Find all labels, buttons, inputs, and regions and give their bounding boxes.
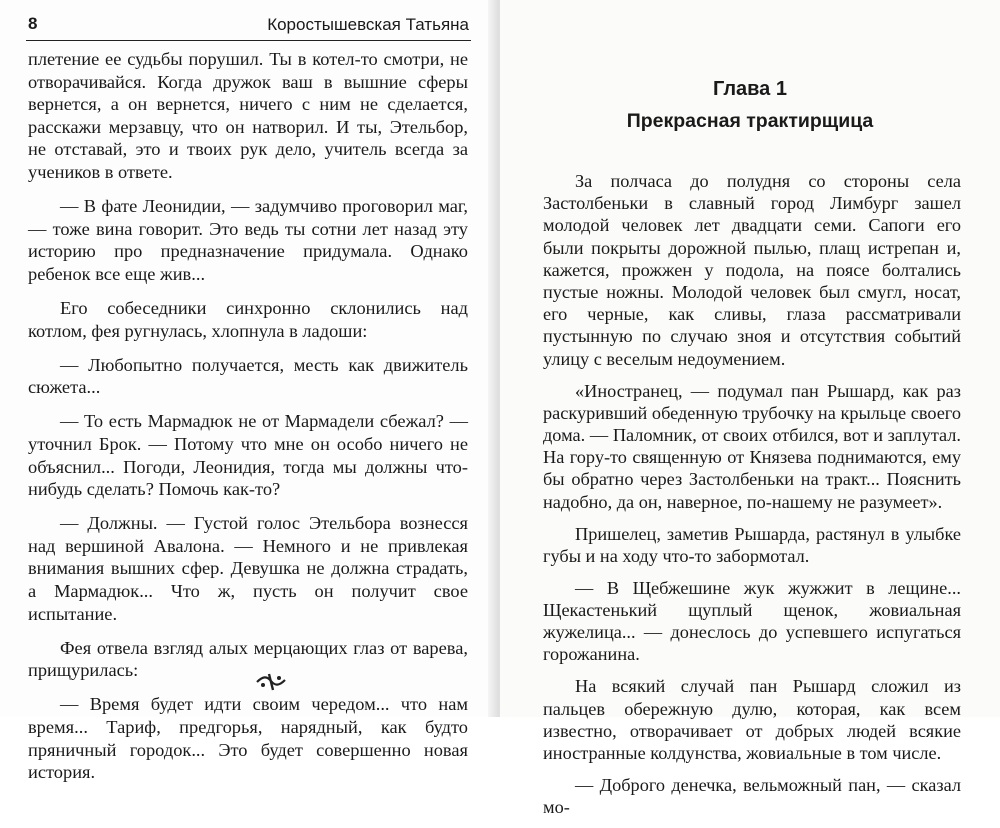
left-page-body	[28, 48, 468, 795]
paragraph: — Любопытно получается, месть как движитель сюжета...	[28, 354, 468, 398]
paragraph: — Доброго денечка, вельможный пан, — сказал мо-	[543, 775, 961, 818]
paragraph: — То есть Мармадюк не от Мармадели сбежал? — уточнил Брок. — Потому что мне он особо ничего не объяснил... Погоди, Леонидия, тогда мы должны что-нибудь сделать? Помочь как-то?	[28, 411, 468, 500]
paragraph: Фея отвела взгляд алых мерцающих глаз от варева, прищурилась:	[28, 637, 468, 681]
ornament-icon	[255, 670, 287, 694]
paragraph: На всякий случай пан Рышард сложил из пальцев обережную дулю, которая, как всем известно, отворачивает от добрых людей всякие иностранные колдунства, жовиальные в том числе.	[543, 676, 961, 764]
left-page	[0, 0, 495, 783]
paragraph: — В Щебжешине жук жужжит в лещине... Щекастенький щуплый щенок, жовиальная жужелица... — донеслось до успевшего испугаться горожанина.	[543, 577, 961, 665]
chapter-title: Прекрасная трактирщица	[626, 110, 874, 132]
chapter-label: Глава 1	[712, 78, 787, 100]
right-page-body	[543, 170, 961, 828]
paragraph: За полчаса до полудня со стороны села Застолбеньки в славный город Лимбург зашел молодой человек лет двадцати семи. Сапоги его были покрыты дорожной пылью, плащ истрепан и, кажется, прожжен у подола, на поясе болтались пустые ножны. Молодой человек был смугл, носат, его черные, как сливы, глаза рассматривали пустынную по случаю зноя и отсутствия событий улицу с веселым недоумением.	[543, 171, 961, 369]
paragraph: «Иностранец, — подумал пан Рышард, как раз раскуривший обеденную трубочку на крыльце своего дома. — Паломник, от своих отбился, вот и заплутал. На гору-то священную от Князева поднимаются, ему бы обратно через Застолбеньки на тракт... Пояснить надобно, да он, наверное, по-нашему не разумеет».	[543, 380, 961, 512]
paragraph: плетение ее судьбы порушил. Ты в котел-то смотри, не отворачивайся. Когда дружок ваш в вышние сферы вернется, а он вернется, ничего с ним не сделается, расскажи мерзавцу, что он натворил. И ты, Этельбор, не отставай, это и твоих рук дело, учитель всегда за учеников в ответе.	[28, 49, 468, 182]
paragraph: Его собеседники синхронно склонились над котлом, фея ругнулась, хлопнула в ладоши:	[28, 297, 468, 341]
paragraph: — Должны. — Густой голос Этельбора вознесся над вершиной Авалона. — Немного и не привлекая внимания вышних сфер. Девушка не должна страдать, а Мармадюк... Что ж, пусть он получит свое испытание.	[28, 513, 468, 624]
page-header	[26, 10, 471, 41]
paragraph: Пришелец, заметив Рышарда, растянул в улыбке губы и на ходу что-то забормотал.	[543, 523, 961, 566]
running-title: Коростышевская Татьяна	[267, 15, 469, 34]
page-number: 8	[28, 14, 38, 33]
paragraph: — В фате Леонидии, — задумчиво проговорил маг, — тоже вина говорит. Это ведь ты сотни лет назад эту историю про предназначение придумала. Однако ребенок все еще жив...	[28, 196, 468, 284]
paragraph: — Время будет идти своим чередом... что нам время... Тариф, предгорья, нарядный, как будто пряничный городок... Это будет совершенно новая история.	[28, 694, 468, 783]
